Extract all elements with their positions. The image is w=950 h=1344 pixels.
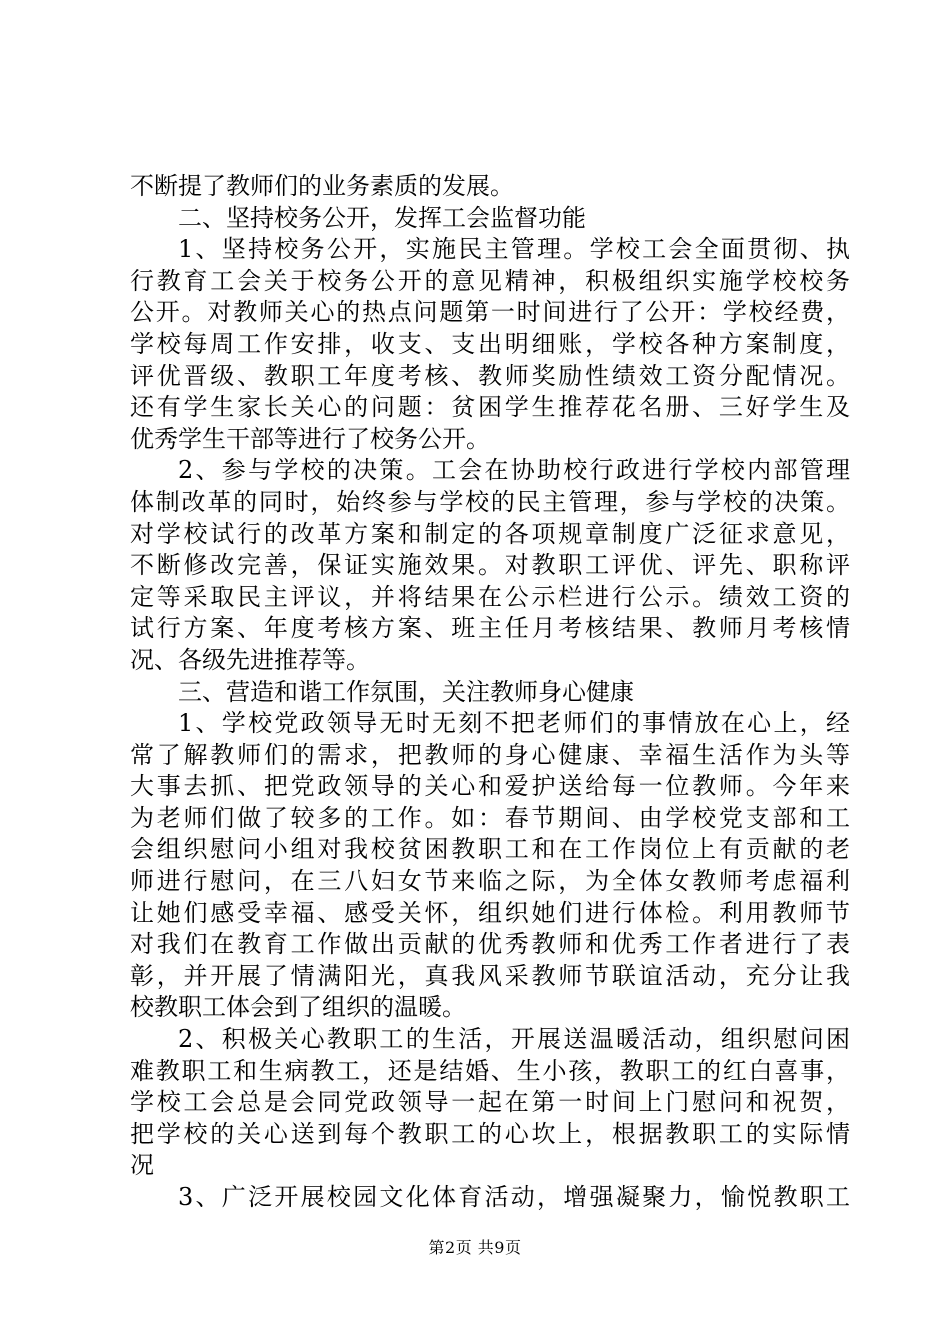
text-line: 3、广泛开展校园文化体育活动，增强凝聚力，愉悦教职工 <box>178 1183 850 1211</box>
text-line: 评优晋级、教职工年度考核、教师奖励性绩效工资分配情况。 <box>130 361 850 390</box>
text-line: 2、积极关心教职工的生活，开展送温暖活动，组织慰问困 <box>178 1025 850 1054</box>
page-footer <box>0 1238 950 1258</box>
page-number-label: 第2页 共9页 <box>428 1238 522 1257</box>
text-line: 定等采取民主评议，并将结果在公示栏进行公示。绩效工资的 <box>130 582 850 611</box>
text-line: 不断修改完善，保证实施效果。对教职工评优、评先、职称评 <box>130 551 850 580</box>
text-line: 2、参与学校的决策。工会在协助校行政进行学校内部管理 <box>178 456 850 485</box>
text-line: 学校每周工作安排，收支、支出明细账，学校各种方案制度， <box>130 329 850 358</box>
text-line: 二、坚持校务公开，发挥工会监督功能 <box>178 203 586 232</box>
text-line: 把学校的关心送到每个教职工的心坎上，根据教职工的实际情 <box>130 1119 850 1148</box>
text-line: 彰，并开展了情满阳光，真我风采教师节联谊活动，充分让我 <box>130 961 850 990</box>
text-line: 况、各级先进推荐等。 <box>130 645 370 674</box>
text-line: 公开。对教师关心的热点问题第一时间进行了公开：学校经费， <box>130 298 850 327</box>
text-line: 学校工会总是会同党政领导一起在第一时间上门慰问和祝贺， <box>130 1088 850 1117</box>
text-line: 1、坚持校务公开，实施民主管理。学校工会全面贯彻、执 <box>178 235 850 264</box>
text-line: 常了解教师们的需求，把教师的身心健康、幸福生活作为头等 <box>130 740 850 769</box>
document-body <box>130 171 850 1214</box>
text-line: 试行方案、年度考核方案、班主任月考核结果、教师月考核情 <box>130 614 850 643</box>
text-line: 对学校试行的改革方案和制定的各项规章制度广泛征求意见， <box>130 519 850 548</box>
text-line: 师进行慰问，在三八妇女节来临之际，为全体女教师考虑福利 <box>130 867 850 896</box>
text-line: 优秀学生干部等进行了校务公开。 <box>130 424 490 453</box>
text-line: 让她们感受幸福、感受关怀，组织她们进行体检。利用教师节 <box>130 898 850 927</box>
text-line: 况 <box>130 1151 154 1180</box>
text-line: 三、营造和谐工作氛围，关注教师身心健康 <box>178 677 634 706</box>
text-line: 大事去抓、把党政领导的关心和爱护送给每一位教师。今年来 <box>130 772 850 801</box>
text-line: 难教职工和生病教工，还是结婚、生小孩，教职工的红白喜事， <box>130 1056 850 1085</box>
text-line: 体制改革的同时，始终参与学校的民主管理，参与学校的决策。 <box>130 487 850 516</box>
text-line: 对我们在教育工作做出贡献的优秀教师和优秀工作者进行了表 <box>130 930 850 959</box>
text-line: 为老师们做了较多的工作。如：春节期间、由学校党支部和工 <box>130 803 850 832</box>
text-line: 不断提了教师们的业务素质的发展。 <box>130 172 514 200</box>
text-line: 还有学生家长关心的问题：贫困学生推荐花名册、三好学生及 <box>130 393 850 422</box>
text-line: 行教育工会关于校务公开的意见精神，积极组织实施学校校务 <box>130 266 850 295</box>
text-line: 会组织慰问小组对我校贫困教职工和在工作岗位上有贡献的老 <box>130 835 850 864</box>
text-line: 1、学校党政领导无时无刻不把老师们的事情放在心上，经 <box>178 709 850 738</box>
text-line: 校教职工体会到了组织的温暖。 <box>130 993 466 1022</box>
